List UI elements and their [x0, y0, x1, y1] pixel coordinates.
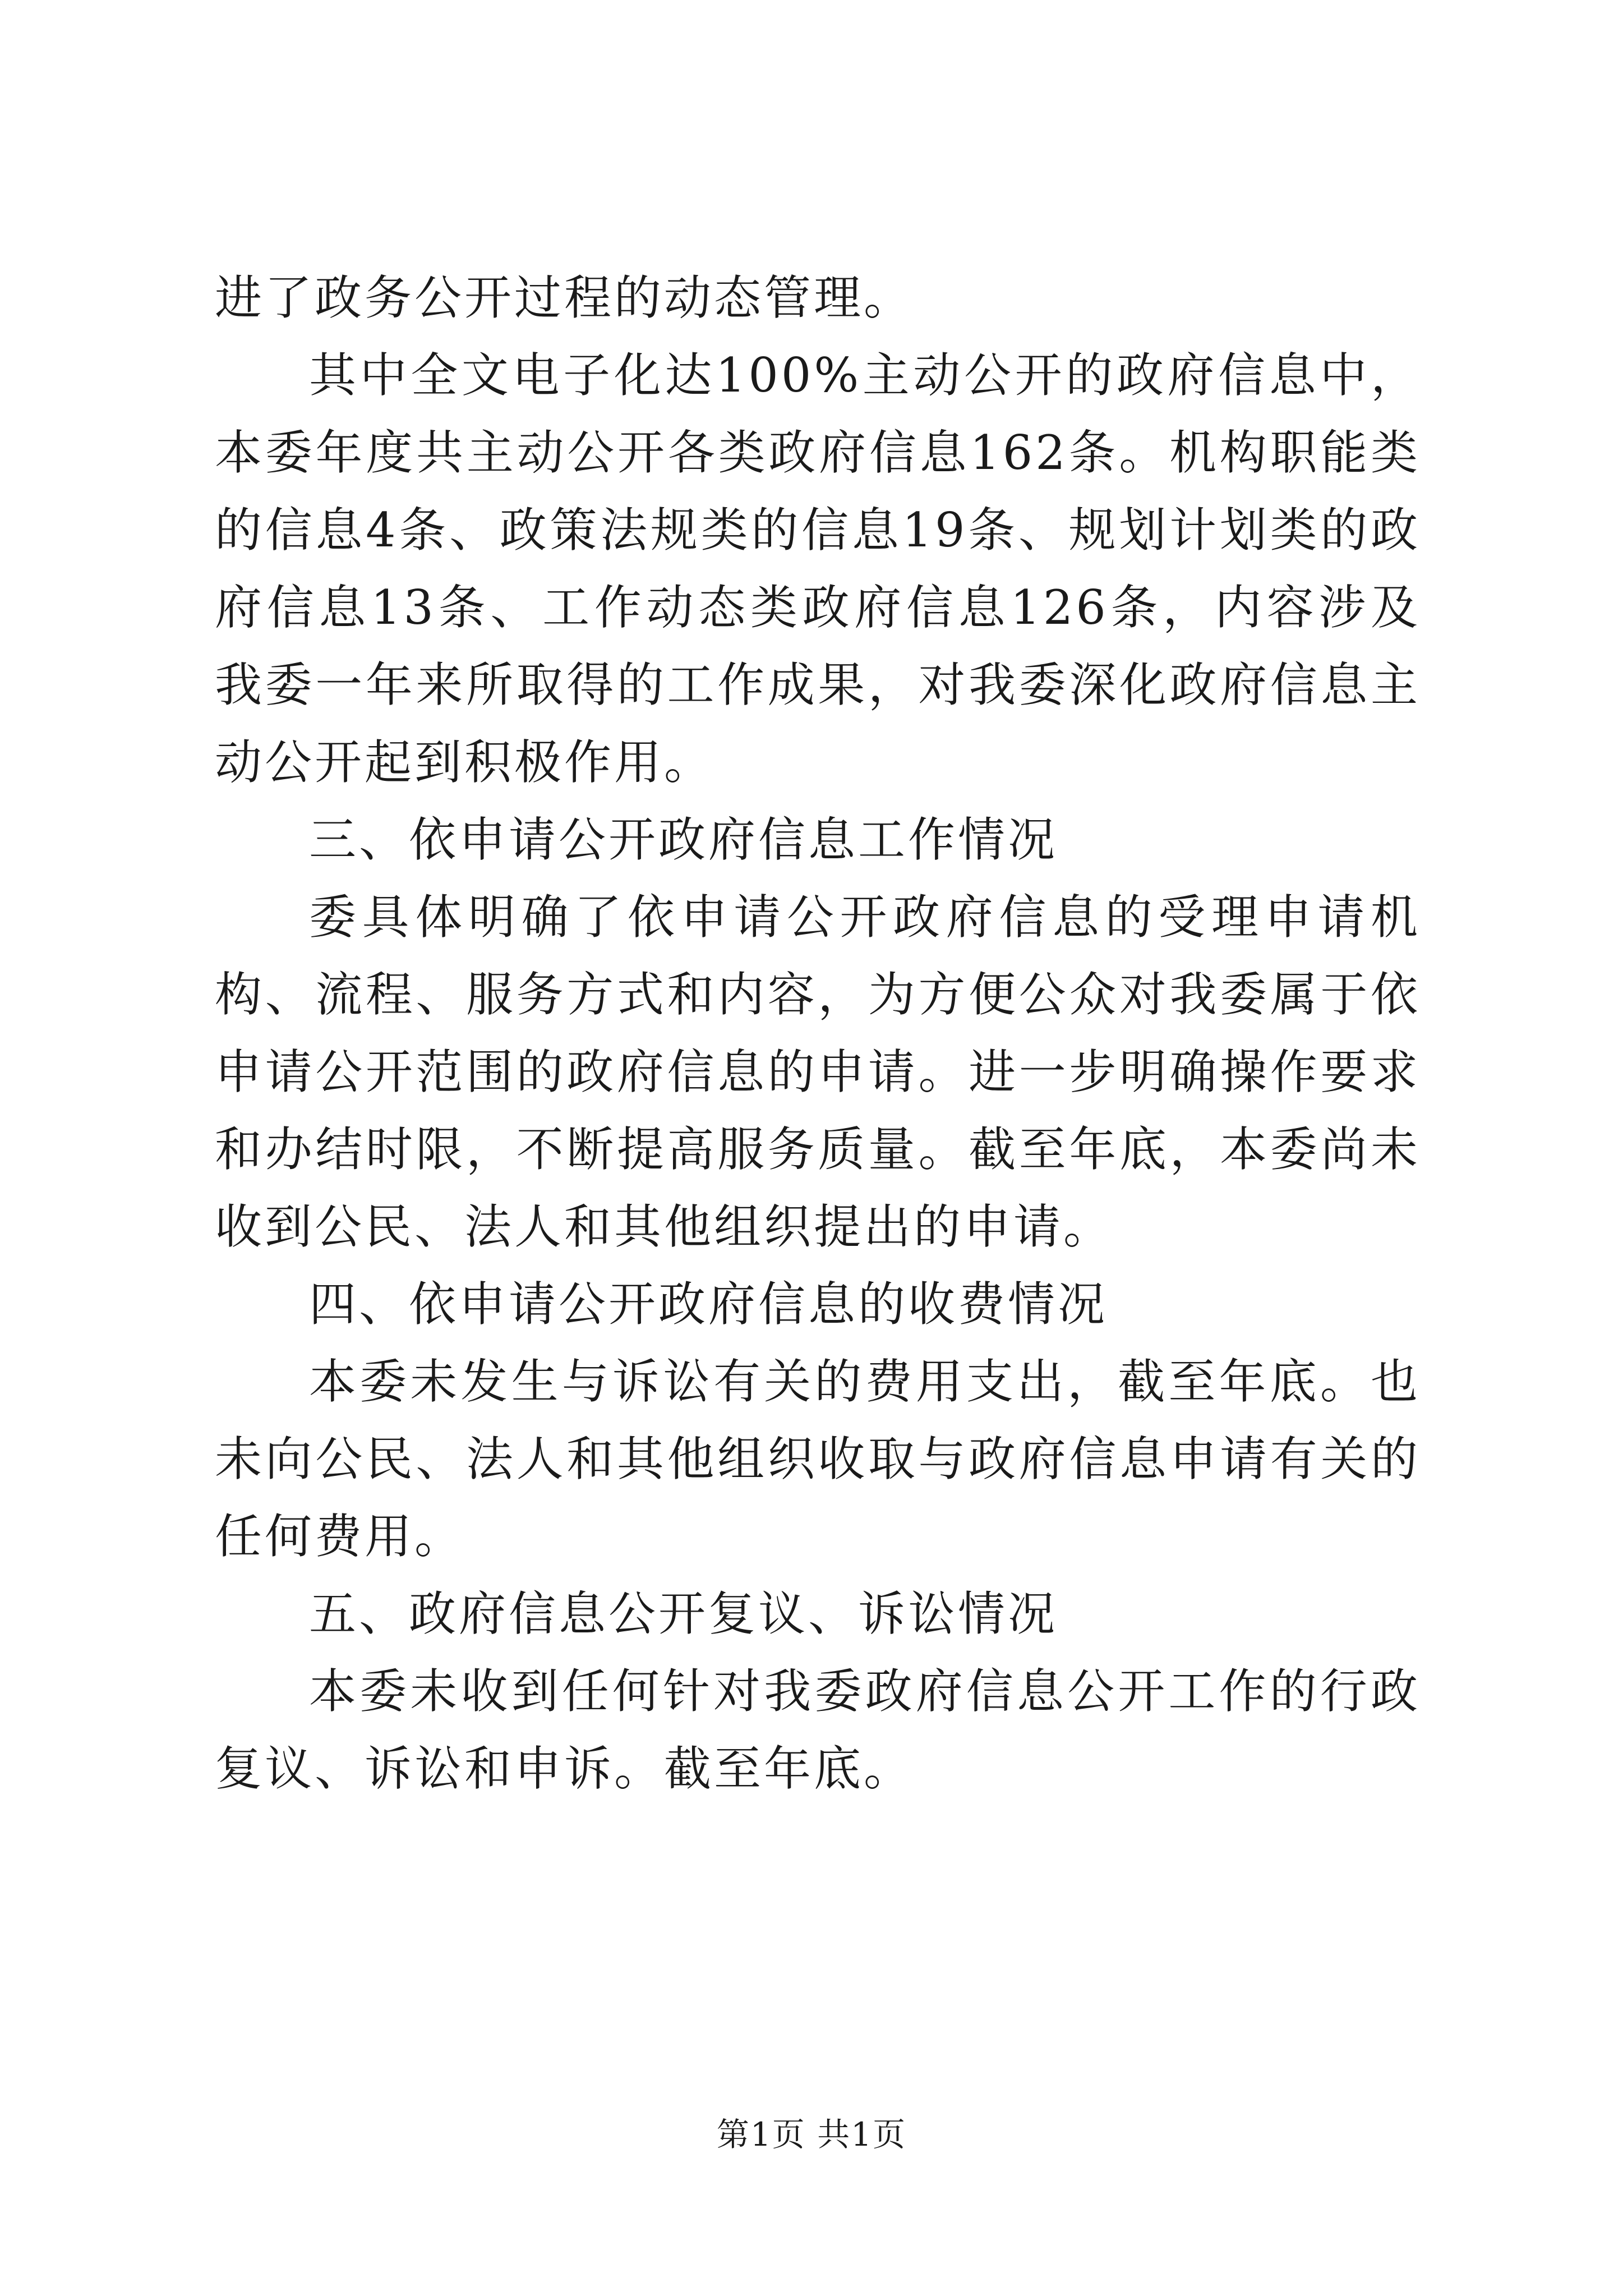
paragraph-fees: 本委未发生与诉讼有关的费用支出，截至年底。也未向公民、法人和其他组织收取与政府信息申请有关的任何费用。 [215, 1354, 1421, 1564]
page-number-footer: 第1页 共1页 [716, 2115, 907, 2154]
paragraph-review-litigation: 本委未收到任何针对我委政府信息公开工作的行政复议、诉讼和申诉。截至年底。 [215, 1664, 1421, 1796]
document-body [215, 259, 1421, 1807]
paragraph-statistics: 其中全文电子化达100%主动公开的政府信息中，本委年度共主动公开各类政府信息162条。机构职能类的信息4条、政策法规类的信息19条、规划计划类的政府信息13条、工作动态类政府信息126条，内容涉及我委一年来所取得的工作成果，对我委深化政府信息主动公开起到积极作用。 [215, 348, 1421, 790]
section-heading-4: 四、依申请公开政府信息的收费情况 [309, 1277, 1108, 1332]
section-heading-5: 五、政府信息公开复议、诉讼情况 [309, 1586, 1058, 1641]
paragraph-application-process: 委具体明确了依申请公开政府信息的受理申请机构、流程、服务方式和内容，为方便公众对我委属于依申请公开范围的政府信息的申请。进一步明确操作要求和办结时限，不断提高服务质量。截至年底，本委尚未收到公民、法人和其他组织提出的申请。 [215, 890, 1421, 1254]
section-heading-3: 三、依申请公开政府信息工作情况 [309, 812, 1058, 867]
paragraph-continuation: 进了政务公开过程的动态管理。 [215, 270, 914, 325]
